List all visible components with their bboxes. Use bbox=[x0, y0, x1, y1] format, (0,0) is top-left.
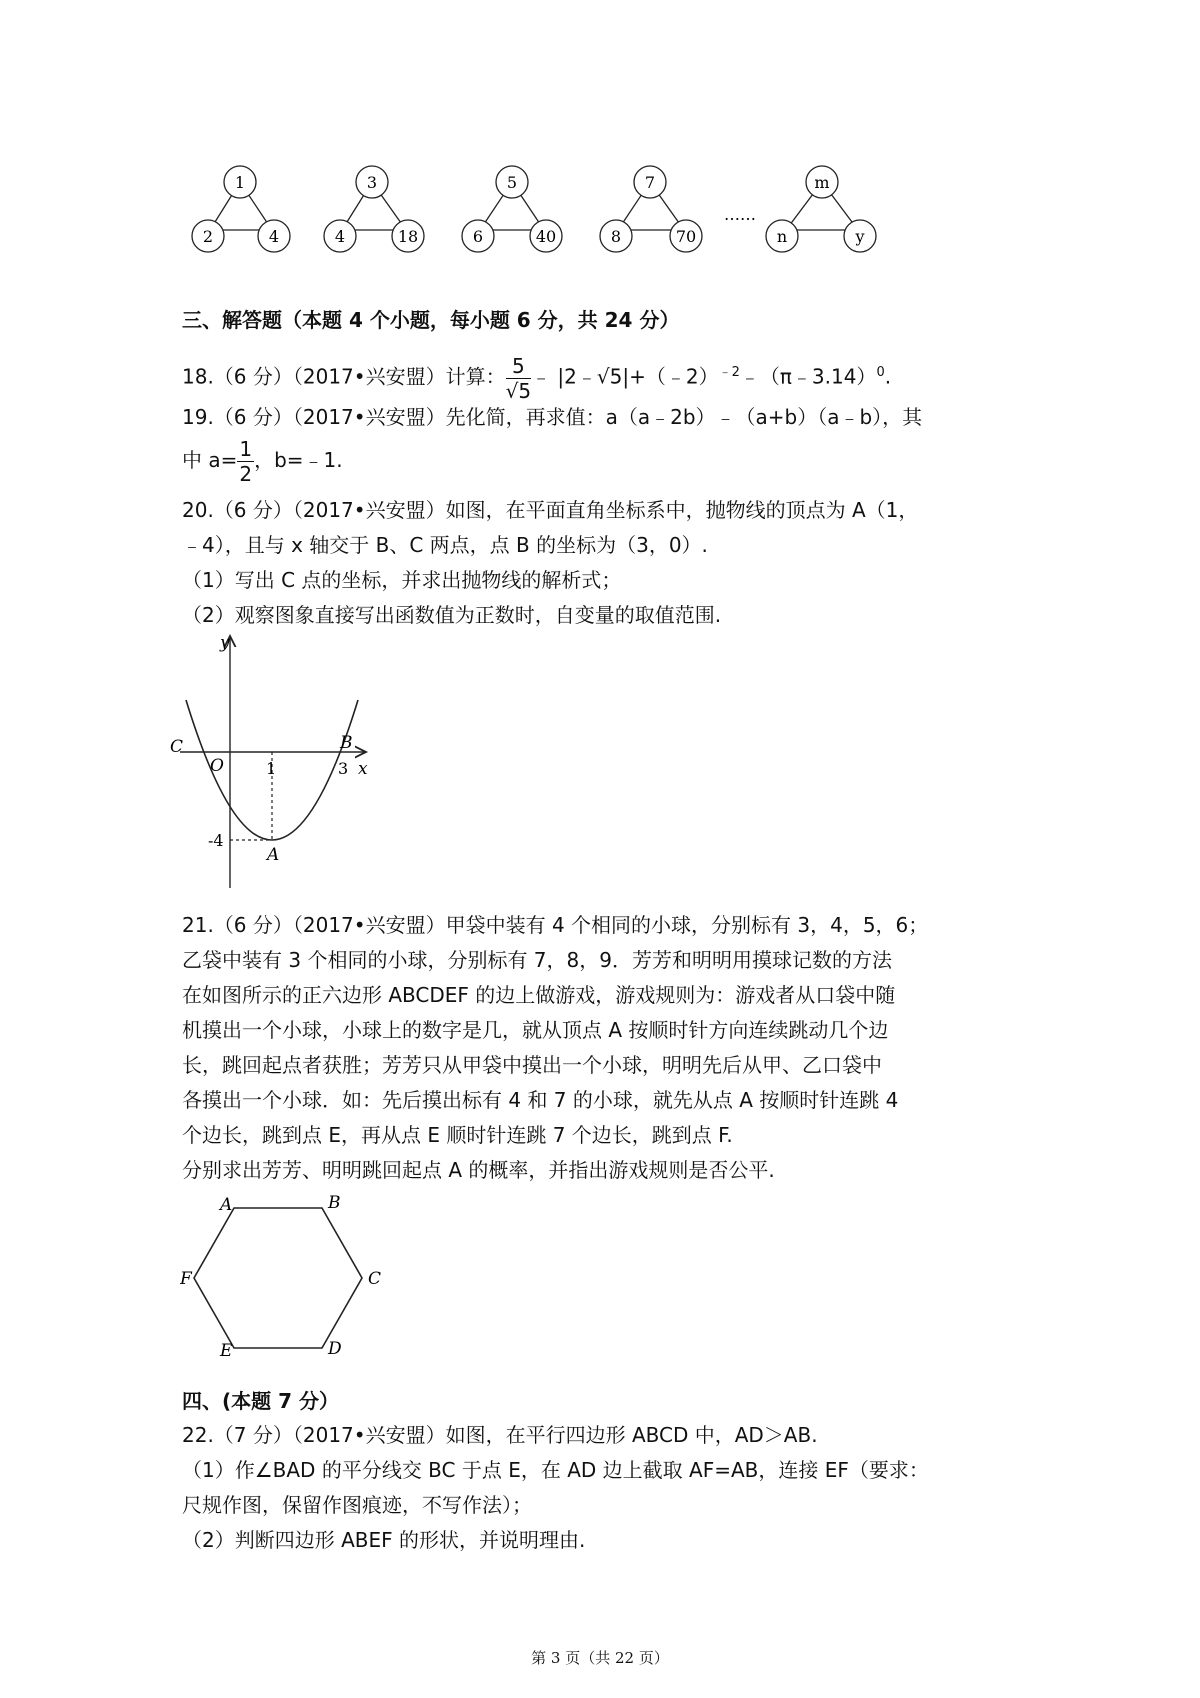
x-axis-label: x bbox=[358, 759, 368, 779]
q19-line2 bbox=[182, 437, 343, 486]
q22-line4: （2）判断四边形 ABEF 的形状，并说明理由. bbox=[182, 1528, 586, 1552]
q18-rest1: ﹣ |2﹣√5|+（﹣2） bbox=[531, 364, 719, 389]
triangle-3-right: 40 bbox=[535, 227, 557, 246]
triangle-dots: …… bbox=[724, 205, 756, 224]
vertex-a-label: A bbox=[220, 1195, 233, 1215]
number-triangles-figure bbox=[180, 160, 900, 260]
section3-title: 三、解答题（本题 4 个小题，每小题 6 分，共 24 分） bbox=[182, 308, 680, 332]
vertex-d-label: D bbox=[328, 1339, 342, 1359]
q21-line4: 机摸出一个小球，小球上的数字是几，就从顶点 A 按顺时针方向连续跳动几个边 bbox=[182, 1018, 889, 1042]
vertex-b-label: B bbox=[328, 1193, 341, 1213]
parabola-graph bbox=[170, 630, 390, 900]
triangle-1-top: 1 bbox=[234, 173, 246, 192]
q20-line2: ﹣4），且与 x 轴交于 B、C 两点，点 B 的坐标为（3，0）. bbox=[182, 533, 708, 557]
triangle-4-top: 7 bbox=[644, 173, 656, 192]
triangle-2-left: 4 bbox=[334, 227, 346, 246]
triangle-2 bbox=[324, 166, 424, 252]
triangle-3-top: 5 bbox=[506, 173, 518, 192]
triangle-5-right: y bbox=[855, 227, 865, 246]
point-c-label: C bbox=[170, 737, 184, 757]
q18 bbox=[182, 350, 892, 403]
q18-exp1: ﹣2 bbox=[718, 365, 740, 380]
q22-line3: 尺规作图，保留作图痕迹，不写作法）； bbox=[182, 1493, 532, 1517]
triangle-1-right: 4 bbox=[268, 227, 280, 246]
q20-line4: （2）观察图象直接写出函数值为正数时，自变量的取值范围. bbox=[182, 603, 722, 627]
triangle-5-left: n bbox=[776, 227, 788, 246]
hexagon-figure bbox=[180, 1190, 390, 1360]
triangle-3-left: 6 bbox=[472, 227, 484, 246]
triangle-5 bbox=[766, 166, 876, 252]
q19-fraction bbox=[237, 439, 254, 484]
triangle-4 bbox=[600, 166, 702, 252]
q21-line1: 21.（6 分）（2017•兴安盟）甲袋中装有 4 个相同的小球，分别标有 3，4，5，6； bbox=[182, 913, 929, 937]
point-b-label: B bbox=[340, 733, 353, 753]
q18-end: . bbox=[884, 364, 892, 389]
q21-line2: 乙袋中装有 3 个相同的小球，分别标有 7，8，9．芳芳和明明用摸球记数的方法 bbox=[182, 948, 892, 972]
q19-frac-num: 1 bbox=[239, 437, 253, 461]
q21-line8: 分别求出芳芳、明明跳回起点 A 的概率，并指出游戏规则是否公平. bbox=[182, 1158, 775, 1182]
triangle-2-right: 18 bbox=[397, 227, 419, 246]
vertex-f-label: F bbox=[180, 1269, 192, 1289]
origin-label: O bbox=[210, 756, 224, 776]
q18-frac-num: 5 bbox=[506, 356, 531, 379]
page-footer: 第 3 页（共 22 页） bbox=[531, 1649, 669, 1667]
q22-line1: 22.（7 分）（2017•兴安盟）如图，在平行四边形 ABCD 中，AD＞AB. bbox=[182, 1423, 818, 1447]
q18-rest2: ﹣（π﹣3.14） bbox=[739, 364, 877, 389]
point-a-label: A bbox=[267, 845, 280, 865]
q19-line2-prefix: 中 a= bbox=[182, 448, 238, 472]
triangle-1 bbox=[192, 166, 290, 252]
hexagon-shape bbox=[194, 1208, 362, 1348]
vertex-e-label: E bbox=[220, 1341, 233, 1360]
triangle-4-left: 8 bbox=[610, 227, 622, 246]
q18-fraction bbox=[505, 353, 532, 403]
q21-line5: 长，跳回起点者获胜；芳芳只从甲袋中摸出一个小球，明明先后从甲、乙口袋中 bbox=[182, 1053, 882, 1077]
q19-frac-den: 2 bbox=[239, 462, 253, 486]
q19-line2-suffix: ，b=﹣1. bbox=[254, 448, 343, 472]
triangle-1-left: 2 bbox=[202, 227, 214, 246]
q20-line1: 20.（6 分）（2017•兴安盟）如图，在平面直角坐标系中，抛物线的顶点为 A（1， bbox=[182, 498, 919, 522]
triangle-4-right: 70 bbox=[675, 227, 697, 246]
triangle-3 bbox=[462, 166, 562, 252]
tick-neg4-label: -4 bbox=[208, 831, 224, 850]
tick-3-label: 3 bbox=[338, 759, 349, 778]
q20-line3: （1）写出 C 点的坐标，并求出抛物线的解析式； bbox=[182, 568, 622, 592]
vertex-c-label: C bbox=[368, 1269, 382, 1289]
tick-1-label: 1 bbox=[266, 759, 277, 778]
triangle-5-top: m bbox=[814, 173, 830, 192]
q21-line6: 各摸出一个小球．如：先后摸出标有 4 和 7 的小球，就先从点 A 按顺时针连跳 4 bbox=[182, 1088, 899, 1112]
y-axis-label: y bbox=[220, 633, 230, 653]
q18-prefix: 18.（6 分）（2017•兴安盟）计算： bbox=[182, 364, 506, 389]
q21-line7: 个边长，跳到点 E，再从点 E 顺时针连跳 7 个边长，跳到点 F. bbox=[182, 1123, 733, 1147]
q21-line3: 在如图所示的正六边形 ABCDEF 的边上做游戏，游戏规则为：游戏者从口袋中随 bbox=[182, 983, 896, 1007]
q18-frac-den: √5 bbox=[505, 378, 532, 403]
q18-exp2: 0 bbox=[876, 365, 885, 380]
triangle-2-top: 3 bbox=[366, 173, 378, 192]
q19-line1: 19.（6 分）（2017•兴安盟）先化简，再求值：a（a﹣2b）﹣（a+b）（a﹣b），其 bbox=[182, 405, 923, 429]
q22-line2: （1）作∠BAD 的平分线交 BC 于点 E，在 AD 边上截取 AF=AB，连接 EF（要求： bbox=[182, 1458, 929, 1482]
section4-title: 四、(本题 7 分） bbox=[182, 1389, 339, 1413]
